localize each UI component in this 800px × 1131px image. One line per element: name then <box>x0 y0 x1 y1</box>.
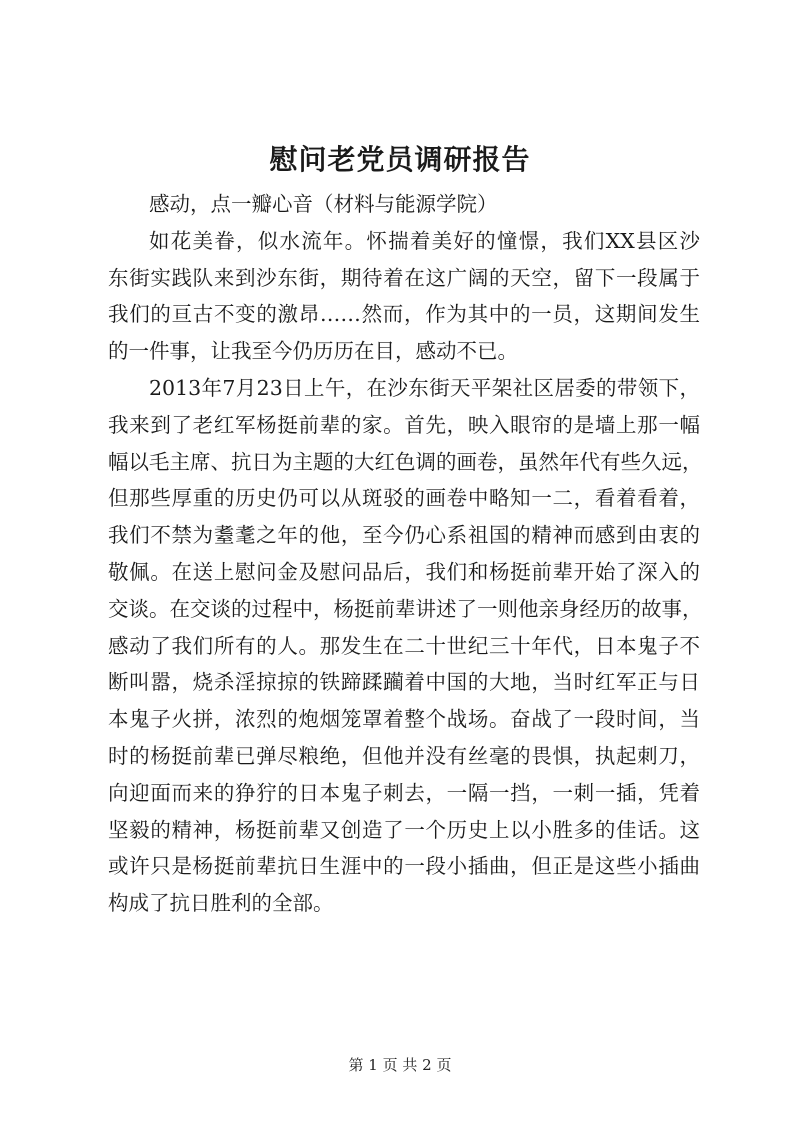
document-body <box>108 186 703 922</box>
paragraph-1-line-1: 如花美眷，似水流年。怀揣着美好的憧憬，我们XX县区沙 <box>149 228 700 253</box>
paragraph-1-line-2: 东街实践队来到沙东街，期待着在这广阔的天空，留下一段属于 <box>108 265 700 290</box>
paragraph-2-line-4: 但那些厚重的历史仍可以从斑驳的画卷中略知一二，看着看着， <box>108 486 700 511</box>
paragraph-2-line-10: 本鬼子火拼，浓烈的炮烟笼罩着整个战场。奋战了一段时间，当 <box>108 707 700 732</box>
paragraph-2-line-9: 断叫嚣，烧杀淫掠掠的铁蹄蹂躏着中国的大地，当时红军正与日 <box>108 670 700 695</box>
paragraph-2-line-6: 敬佩。在送上慰问金及慰问品后，我们和杨挺前辈开始了深入的 <box>108 559 700 584</box>
subtitle-line: 感动，点一瓣心音（材料与能源学院） <box>149 192 498 216</box>
paragraph-2-line-15: 构成了抗日胜利的全部。 <box>108 891 334 916</box>
page-footer: 第 1 页 共 2 页 <box>348 1056 452 1074</box>
paragraph-2-line-1: 2013年7月23日上午，在沙东街天平架社区居委的带领下， <box>149 375 700 400</box>
paragraph-2-line-7: 交谈。在交谈的过程中，杨挺前辈讲述了一则他亲身经历的故事， <box>108 596 703 621</box>
paragraph-2-line-12: 向迎面而来的狰狞的日本鬼子刺去，一隔一挡，一刺一插，凭着 <box>108 780 700 805</box>
paragraph-1-line-3: 我们的亘古不变的激昂……然而，作为其中的一员，这期间发生 <box>108 302 700 327</box>
paragraph-2-line-11: 时的杨挺前辈已弹尽粮绝，但他并没有丝毫的畏惧，执起刺刀， <box>108 743 700 768</box>
page-title: 慰问老党员调研报告 <box>269 143 531 176</box>
paragraph-2-line-2: 我来到了老红军杨挺前辈的家。首先，映入眼帘的是墙上那一幅 <box>108 412 700 437</box>
paragraph-2-line-13: 坚毅的精神，杨挺前辈又创造了一个历史上以小胜多的佳话。这 <box>108 817 700 842</box>
paragraph-2-line-14: 或许只是杨挺前辈抗日生涯中的一段小插曲，但正是这些小插曲 <box>108 854 700 879</box>
paragraph-1-line-4: 的一件事，让我至今仍历历在目，感动不已。 <box>108 339 518 364</box>
paragraph-2-line-3: 幅以毛主席、抗日为主题的大红色调的画卷，虽然年代有些久远， <box>108 449 703 474</box>
paragraph-2-line-8: 感动了我们所有的人。那发生在二十世纪三十年代，日本鬼子不 <box>108 633 700 658</box>
paragraph-2-line-5: 我们不禁为耋耄之年的他，至今仍心系祖国的精神而感到由衷的 <box>108 523 700 548</box>
